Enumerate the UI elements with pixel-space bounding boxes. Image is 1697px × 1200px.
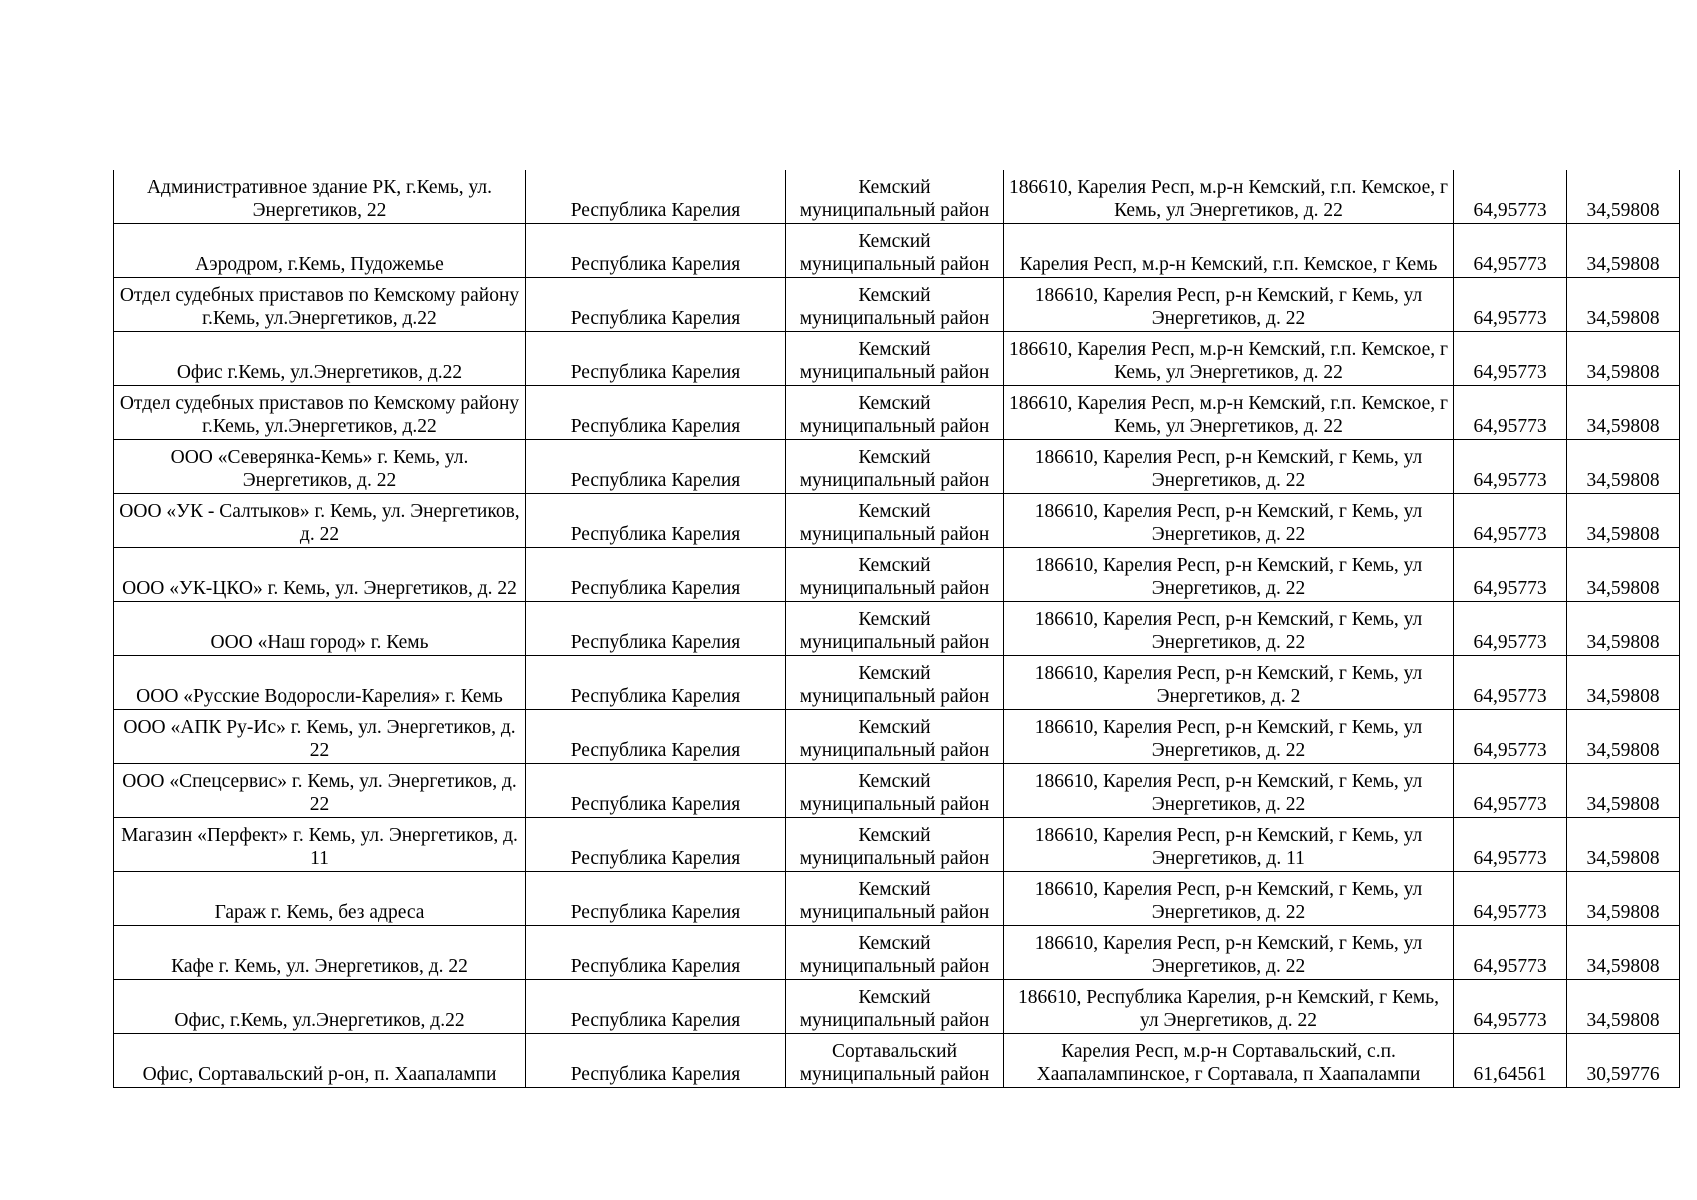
district-cell: Кемский муниципальный район xyxy=(786,656,1004,710)
address-cell: Карелия Респ, м.р-н Сортавальский, с.п. Хаапалампинское, г Сортавала, п Хаапалампи xyxy=(1004,1034,1454,1088)
district-cell: Кемский муниципальный район xyxy=(786,494,1004,548)
table-row xyxy=(114,332,1680,386)
object-name-cell: Офис, г.Кемь, ул.Энергетиков, д.22 xyxy=(114,980,526,1034)
address-cell: 186610, Карелия Респ, м.р-н Кемский, г.п. Кемское, г Кемь, ул Энергетиков, д. 22 xyxy=(1004,170,1454,224)
district-cell: Кемский муниципальный район xyxy=(786,710,1004,764)
latitude-cell: 64,95773 xyxy=(1454,548,1567,602)
address-cell: 186610, Карелия Респ, м.р-н Кемский, г.п. Кемское, г Кемь, ул Энергетиков, д. 22 xyxy=(1004,386,1454,440)
object-name-cell: Административное здание РК, г.Кемь, ул. Энергетиков, 22 xyxy=(114,170,526,224)
region-cell: Республика Карелия xyxy=(526,710,786,764)
address-cell: 186610, Карелия Респ, р-н Кемский, г Кемь, ул Энергетиков, д. 22 xyxy=(1004,494,1454,548)
table-row xyxy=(114,1034,1680,1088)
object-name-cell: ООО «Спецсервис» г. Кемь, ул. Энергетиков, д. 22 xyxy=(114,764,526,818)
object-name-cell: Отдел судебных приставов по Кемскому району г.Кемь, ул.Энергетиков, д.22 xyxy=(114,386,526,440)
latitude-cell: 64,95773 xyxy=(1454,440,1567,494)
address-cell: 186610, Карелия Респ, р-н Кемский, г Кемь, ул Энергетиков, д. 22 xyxy=(1004,710,1454,764)
region-cell: Республика Карелия xyxy=(526,386,786,440)
address-cell: 186610, Карелия Респ, р-н Кемский, г Кемь, ул Энергетиков, д. 22 xyxy=(1004,602,1454,656)
latitude-cell: 64,95773 xyxy=(1454,170,1567,224)
table-row xyxy=(114,872,1680,926)
region-cell: Республика Карелия xyxy=(526,1034,786,1088)
longitude-cell: 34,59808 xyxy=(1567,872,1680,926)
longitude-cell: 34,59808 xyxy=(1567,818,1680,872)
district-cell: Кемский муниципальный район xyxy=(786,386,1004,440)
object-name-cell: Кафе г. Кемь, ул. Энергетиков, д. 22 xyxy=(114,926,526,980)
table-row xyxy=(114,386,1680,440)
latitude-cell: 64,95773 xyxy=(1454,494,1567,548)
region-cell: Республика Карелия xyxy=(526,278,786,332)
address-cell: 186610, Карелия Респ, р-н Кемский, г Кемь, ул Энергетиков, д. 22 xyxy=(1004,548,1454,602)
longitude-cell: 34,59808 xyxy=(1567,710,1680,764)
district-cell: Кемский муниципальный район xyxy=(786,332,1004,386)
longitude-cell: 34,59808 xyxy=(1567,980,1680,1034)
latitude-cell: 64,95773 xyxy=(1454,764,1567,818)
longitude-cell: 34,59808 xyxy=(1567,386,1680,440)
object-name-cell: ООО «Наш город» г. Кемь xyxy=(114,602,526,656)
region-cell: Республика Карелия xyxy=(526,548,786,602)
district-cell: Кемский муниципальный район xyxy=(786,170,1004,224)
object-name-cell: ООО «УК-ЦКО» г. Кемь, ул. Энергетиков, д. 22 xyxy=(114,548,526,602)
latitude-cell: 64,95773 xyxy=(1454,656,1567,710)
object-name-cell: Офис г.Кемь, ул.Энергетиков, д.22 xyxy=(114,332,526,386)
address-cell: 186610, Карелия Респ, р-н Кемский, г Кемь, ул Энергетиков, д. 11 xyxy=(1004,818,1454,872)
district-cell: Кемский муниципальный район xyxy=(786,764,1004,818)
district-cell: Кемский муниципальный район xyxy=(786,980,1004,1034)
latitude-cell: 64,95773 xyxy=(1454,980,1567,1034)
longitude-cell: 34,59808 xyxy=(1567,602,1680,656)
district-cell: Кемский муниципальный район xyxy=(786,926,1004,980)
latitude-cell: 64,95773 xyxy=(1454,710,1567,764)
longitude-cell: 34,59808 xyxy=(1567,224,1680,278)
longitude-cell: 34,59808 xyxy=(1567,548,1680,602)
latitude-cell: 64,95773 xyxy=(1454,872,1567,926)
latitude-cell: 64,95773 xyxy=(1454,926,1567,980)
table-row xyxy=(114,278,1680,332)
table-row xyxy=(114,494,1680,548)
latitude-cell: 64,95773 xyxy=(1454,224,1567,278)
longitude-cell: 34,59808 xyxy=(1567,926,1680,980)
table-row xyxy=(114,818,1680,872)
region-cell: Республика Карелия xyxy=(526,764,786,818)
address-cell: 186610, Карелия Респ, р-н Кемский, г Кемь, ул Энергетиков, д. 22 xyxy=(1004,926,1454,980)
district-cell: Кемский муниципальный район xyxy=(786,548,1004,602)
latitude-cell: 64,95773 xyxy=(1454,602,1567,656)
address-cell: Карелия Респ, м.р-н Кемский, г.п. Кемское, г Кемь xyxy=(1004,224,1454,278)
district-cell: Кемский муниципальный район xyxy=(786,278,1004,332)
region-cell: Республика Карелия xyxy=(526,980,786,1034)
table-row xyxy=(114,980,1680,1034)
longitude-cell: 34,59808 xyxy=(1567,494,1680,548)
longitude-cell: 34,59808 xyxy=(1567,656,1680,710)
table-body xyxy=(114,170,1680,1088)
latitude-cell: 61,64561 xyxy=(1454,1034,1567,1088)
table-row xyxy=(114,656,1680,710)
longitude-cell: 34,59808 xyxy=(1567,440,1680,494)
region-cell: Республика Карелия xyxy=(526,224,786,278)
longitude-cell: 30,59776 xyxy=(1567,1034,1680,1088)
address-cell: 186610, Карелия Респ, м.р-н Кемский, г.п. Кемское, г Кемь, ул Энергетиков, д. 22 xyxy=(1004,332,1454,386)
address-cell: 186610, Карелия Респ, р-н Кемский, г Кемь, ул Энергетиков, д. 22 xyxy=(1004,278,1454,332)
object-name-cell: Аэродром, г.Кемь, Пудожемье xyxy=(114,224,526,278)
object-name-cell: ООО «АПК Ру-Ис» г. Кемь, ул. Энергетиков, д. 22 xyxy=(114,710,526,764)
district-cell: Сортавальский муниципальный район xyxy=(786,1034,1004,1088)
address-cell: 186610, Карелия Респ, р-н Кемский, г Кемь, ул Энергетиков, д. 22 xyxy=(1004,764,1454,818)
table-row xyxy=(114,602,1680,656)
address-cell: 186610, Карелия Респ, р-н Кемский, г Кемь, ул Энергетиков, д. 22 xyxy=(1004,440,1454,494)
latitude-cell: 64,95773 xyxy=(1454,818,1567,872)
table-row xyxy=(114,926,1680,980)
table-row xyxy=(114,170,1680,224)
object-name-cell: Магазин «Перфект» г. Кемь, ул. Энергетиков, д. 11 xyxy=(114,818,526,872)
object-name-cell: ООО «Русские Водоросли-Карелия» г. Кемь xyxy=(114,656,526,710)
region-cell: Республика Карелия xyxy=(526,602,786,656)
object-name-cell: ООО «Северянка-Кемь» г. Кемь, ул. Энергетиков, д. 22 xyxy=(114,440,526,494)
region-cell: Республика Карелия xyxy=(526,656,786,710)
latitude-cell: 64,95773 xyxy=(1454,332,1567,386)
latitude-cell: 64,95773 xyxy=(1454,278,1567,332)
district-cell: Кемский муниципальный район xyxy=(786,224,1004,278)
object-name-cell: ООО «УК - Салтыков» г. Кемь, ул. Энергетиков, д. 22 xyxy=(114,494,526,548)
district-cell: Кемский муниципальный район xyxy=(786,440,1004,494)
district-cell: Кемский муниципальный район xyxy=(786,818,1004,872)
region-cell: Республика Карелия xyxy=(526,170,786,224)
region-cell: Республика Карелия xyxy=(526,332,786,386)
table-row xyxy=(114,710,1680,764)
latitude-cell: 64,95773 xyxy=(1454,386,1567,440)
object-name-cell: Офис, Сортавальский р-он, п. Хаапалампи xyxy=(114,1034,526,1088)
table-row xyxy=(114,224,1680,278)
table-row xyxy=(114,764,1680,818)
longitude-cell: 34,59808 xyxy=(1567,764,1680,818)
region-cell: Республика Карелия xyxy=(526,818,786,872)
address-cell: 186610, Карелия Респ, р-н Кемский, г Кемь, ул Энергетиков, д. 22 xyxy=(1004,872,1454,926)
district-cell: Кемский муниципальный район xyxy=(786,602,1004,656)
longitude-cell: 34,59808 xyxy=(1567,332,1680,386)
region-cell: Республика Карелия xyxy=(526,872,786,926)
region-cell: Республика Карелия xyxy=(526,440,786,494)
longitude-cell: 34,59808 xyxy=(1567,170,1680,224)
object-name-cell: Отдел судебных приставов по Кемскому району г.Кемь, ул.Энергетиков, д.22 xyxy=(114,278,526,332)
region-cell: Республика Карелия xyxy=(526,494,786,548)
district-cell: Кемский муниципальный район xyxy=(786,872,1004,926)
locations-table xyxy=(113,170,1680,1088)
address-cell: 186610, Республика Карелия, р-н Кемский, г Кемь, ул Энергетиков, д. 22 xyxy=(1004,980,1454,1034)
object-name-cell: Гараж г. Кемь, без адреса xyxy=(114,872,526,926)
table-row xyxy=(114,548,1680,602)
region-cell: Республика Карелия xyxy=(526,926,786,980)
address-cell: 186610, Карелия Респ, р-н Кемский, г Кемь, ул Энергетиков, д. 2 xyxy=(1004,656,1454,710)
longitude-cell: 34,59808 xyxy=(1567,278,1680,332)
table-row xyxy=(114,440,1680,494)
